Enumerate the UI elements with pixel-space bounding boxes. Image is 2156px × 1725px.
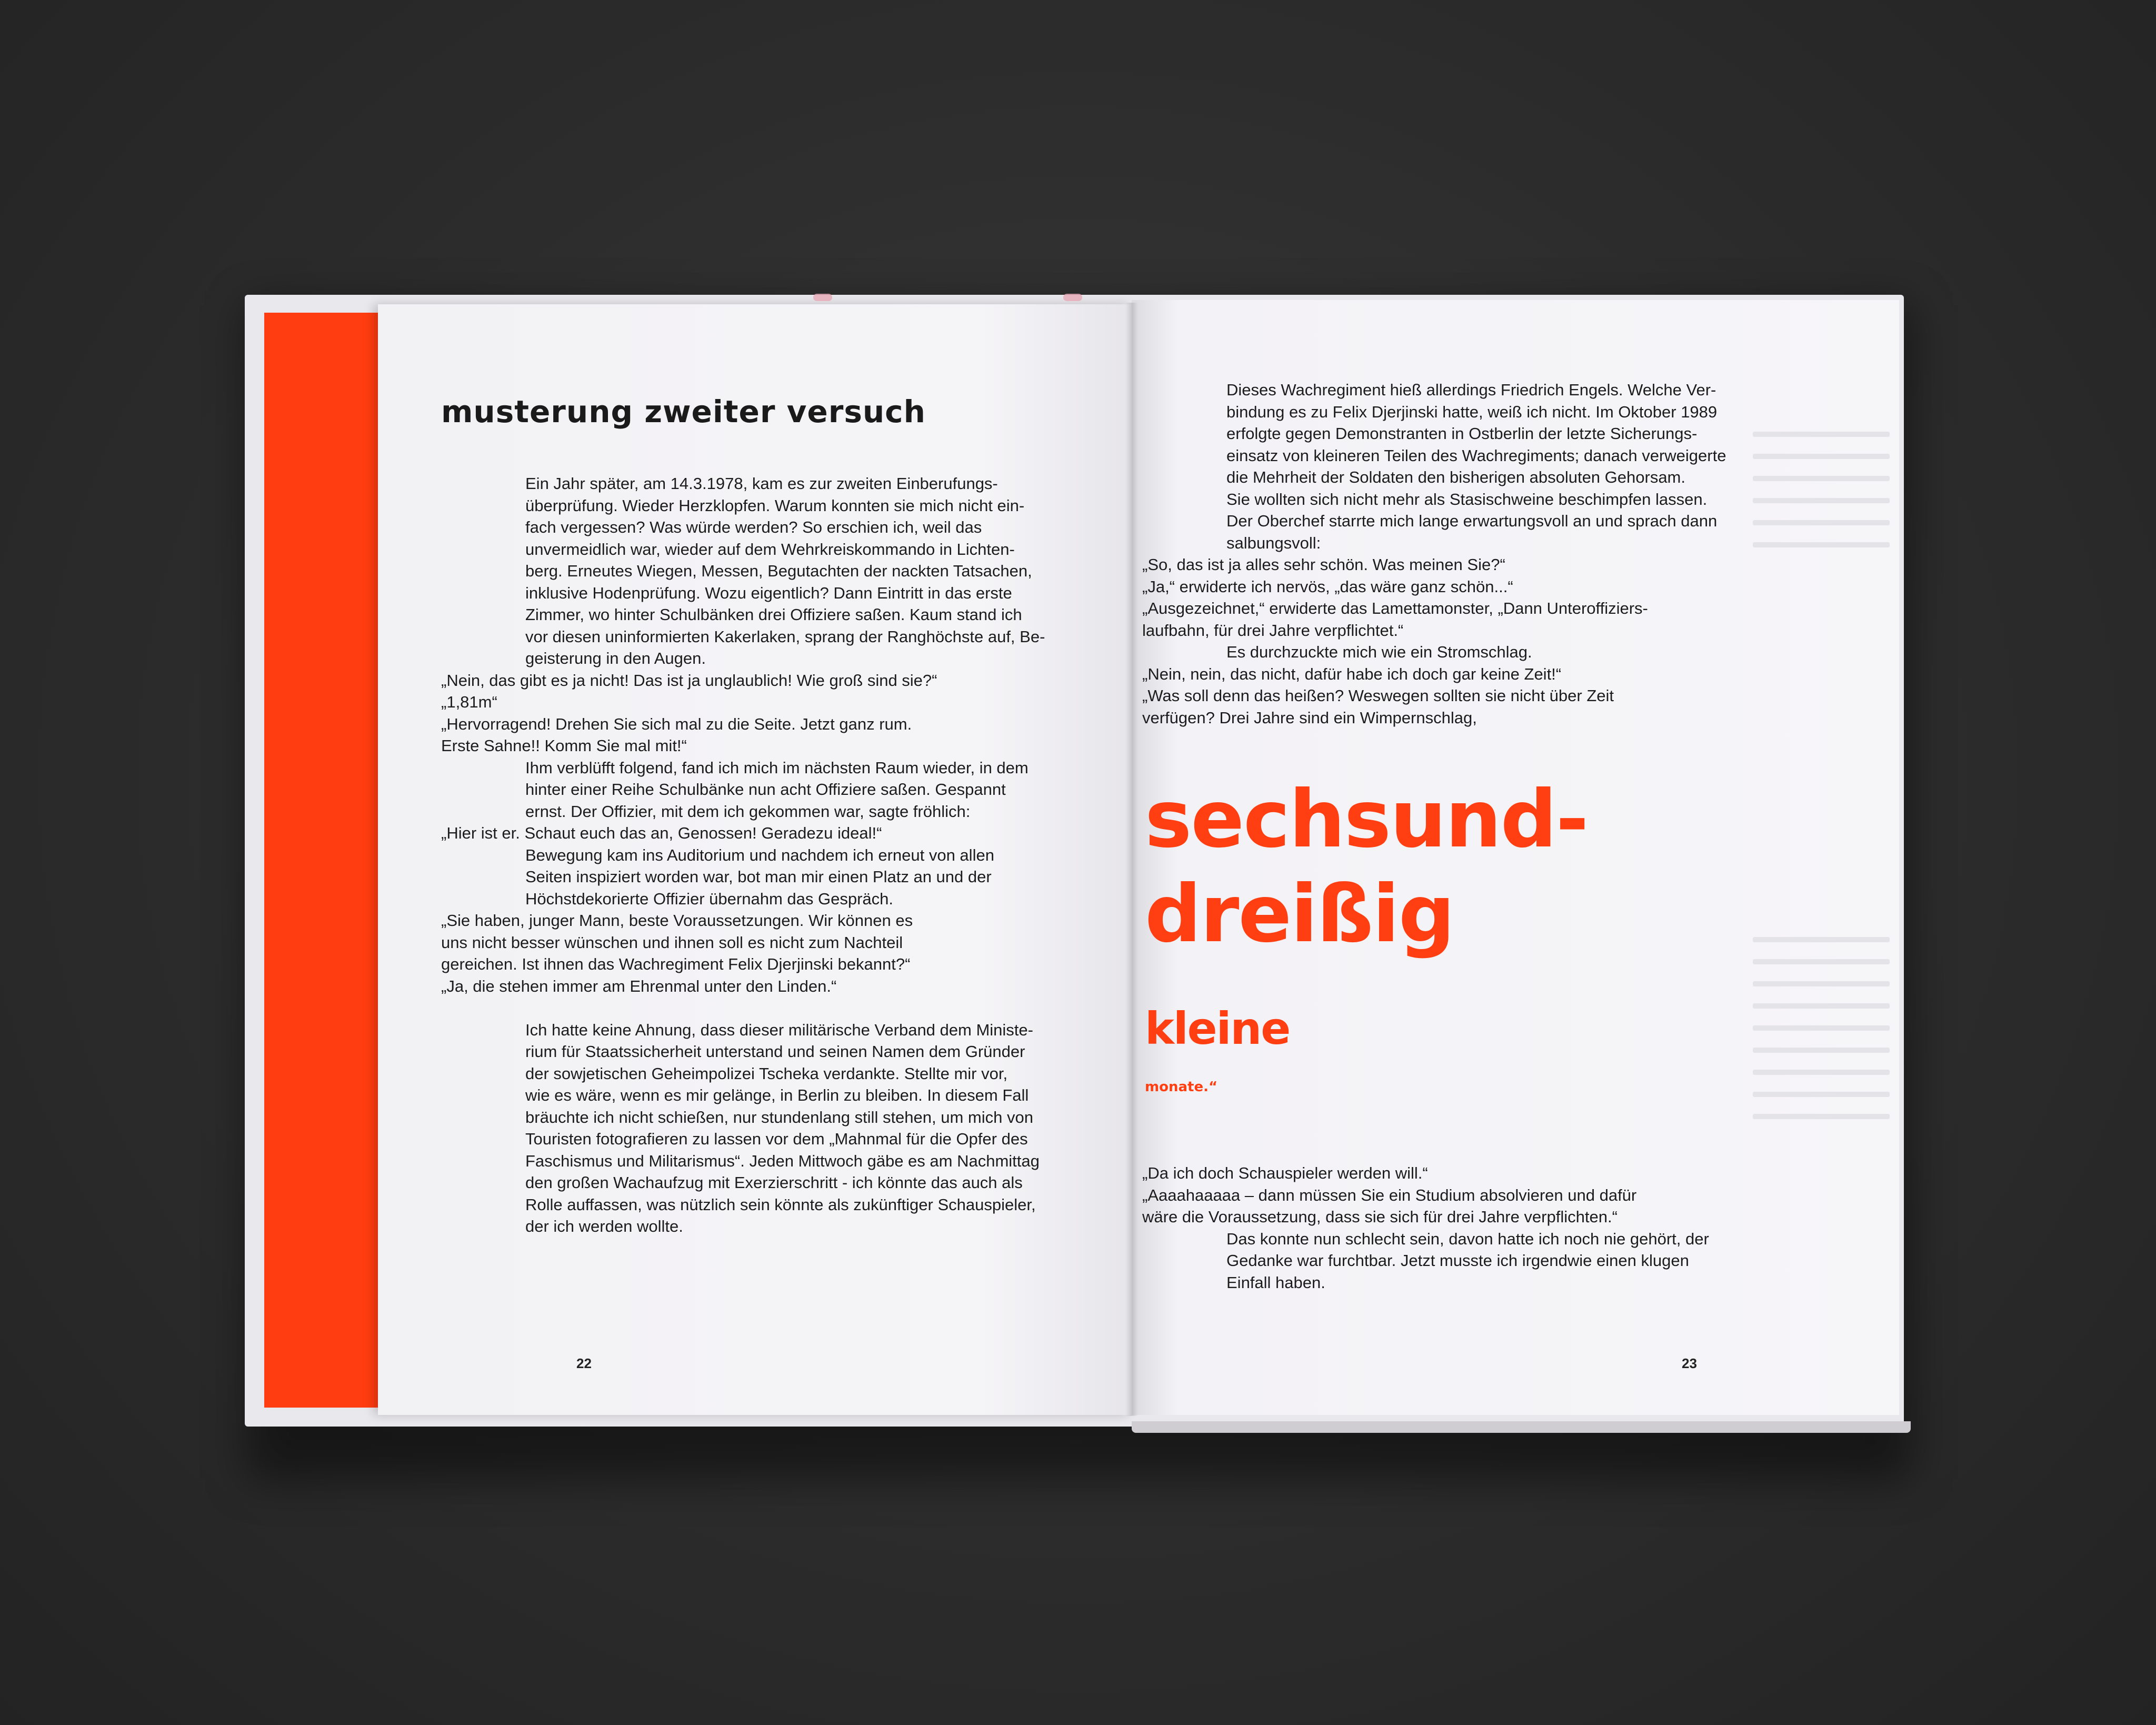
- text-line: geisterung in den Augen.: [525, 649, 706, 667]
- book-spine: [1125, 303, 1138, 1416]
- text-line: erfolgte gegen Demonstranten in Ostberlin der letzte Sicherungs-: [1226, 424, 1698, 443]
- headline-line-2: dreißig: [1145, 869, 1454, 960]
- text-line: Ein Jahr später, am 14.3.1978, kam es zur zweiten Einberufungs-: [525, 474, 998, 493]
- text-line: inklusive Hodenprüfung. Wozu eigentlich? Dann Eintritt in das erste: [525, 583, 1012, 602]
- right-body-text-bottom: [1142, 1162, 1709, 1293]
- text-line: Ich hatte keine Ahnung, dass dieser militärische Verband dem Ministe-: [525, 1020, 1033, 1039]
- text-line: wäre die Voraussetzung, dass sie sich für drei Jahre verpflichten.“: [1142, 1208, 1618, 1226]
- text-line: den großen Wachaufzug mit Exerzierschritt - ich könnte das auch als: [525, 1173, 1023, 1192]
- text-line: „Hier ist er. Schaut euch das an, Genossen! Geradezu ideal!“: [441, 824, 882, 842]
- text-line: Erste Sahne!! Komm Sie mal mit!“: [441, 736, 687, 755]
- text-line: Ihm verblüfft folgend, fand ich mich im nächsten Raum wieder, in dem: [525, 758, 1029, 777]
- text-line: der ich werden wollte.: [525, 1217, 683, 1235]
- text-line: fach vergessen? Was würde werden? So erschien ich, weil das: [525, 518, 982, 536]
- text-line: Zimmer, wo hinter Schulbänken drei Offiziere saßen. Kaum stand ich: [525, 605, 1022, 624]
- headline-subline: kleine: [1145, 1003, 1290, 1054]
- text-line: „Was soll denn das heißen? Weswegen sollten sie nicht über Zeit: [1142, 686, 1614, 705]
- text-line: laufbahn, für drei Jahre verpflichtet.“: [1142, 621, 1404, 640]
- text-line: Sie wollten sich nicht mehr als Stasischweine beschimpfen lassen.: [1226, 490, 1708, 508]
- text-line: bräuchte ich nicht schießen, nur stundenlang still stehen, um mich von: [525, 1108, 1033, 1126]
- headline-small: monate.“: [1145, 1079, 1218, 1095]
- text-line: Dieses Wachregiment hieß allerdings Friedrich Engels. Welche Ver-: [1226, 381, 1716, 399]
- text-line: überprüfung. Wieder Herzklopfen. Warum konnten sie mich nicht ein-: [525, 496, 1025, 515]
- text-line: Touristen fotografieren zu lassen vor dem „Mahnmal für die Opfer des: [525, 1130, 1028, 1148]
- text-line: „Ja,“ erwiderte ich nervös, „das wäre ganz schön...“: [1142, 577, 1513, 596]
- text-line: bindung es zu Felix Djerjinski hatte, weiß ich nicht. Im Oktober 1989: [1226, 402, 1718, 421]
- text-line: Rolle auffassen, was nützlich sein könnte als zukünftiger Schauspieler,: [525, 1195, 1036, 1214]
- text-line: Es durchzuckte mich wie ein Stromschlag.: [1226, 643, 1532, 661]
- text-line: Einfall haben.: [1226, 1273, 1325, 1292]
- text-line: hinter einer Reihe Schulbänke nun acht Offiziere saßen. Gespannt: [525, 780, 1006, 799]
- text-line: „Hervorragend! Drehen Sie sich mal zu die Seite. Jetzt ganz rum.: [441, 714, 912, 733]
- text-line: rium für Staatssicherheit unterstand und seinen Namen dem Gründer: [525, 1042, 1025, 1061]
- text-line: der sowjetischen Geheimpolizei Tscheka verdankte. Stellte mir vor,: [525, 1064, 1008, 1083]
- text-line: „So, das ist ja alles sehr schön. Was meinen Sie?“: [1142, 555, 1505, 574]
- text-line: Der Oberchef starrte mich lange erwartungsvoll an und sprach dann: [1226, 512, 1718, 530]
- text-line: verfügen? Drei Jahre sind ein Wimpernschlag,: [1142, 708, 1477, 727]
- text-line: salbungsvoll:: [1226, 533, 1321, 552]
- orange-endpaper-strip: [264, 313, 385, 1408]
- text-line: [441, 997, 1045, 1019]
- text-line: „Da ich doch Schauspieler werden will.“: [1142, 1164, 1428, 1182]
- cover-edge: [1132, 1421, 1911, 1433]
- text-line: Faschismus und Militarismus“. Jeden Mittwoch gäbe es am Nachmittag: [525, 1151, 1040, 1170]
- text-line: „1,81m“: [441, 693, 497, 711]
- show-through-lines: [1753, 432, 1890, 564]
- text-line: unvermeidlich war, wieder auf dem Wehrkreiskommando in Lichten-: [525, 540, 1015, 559]
- page-title: musterung zweiter versuch: [441, 394, 926, 430]
- page-number-right: 23: [1682, 1355, 1697, 1371]
- text-line: vor diesen uninformierten Kakerlaken, sprang der Ranghöchste auf, Be-: [525, 627, 1045, 646]
- text-line: „Aaaahaaaaa – dann müssen Sie ein Studium absolvieren und dafür: [1142, 1185, 1637, 1204]
- binding-thread: [1063, 294, 1082, 301]
- text-line: die Mehrheit der Soldaten den bisherigen absoluten Gehorsam.: [1226, 468, 1685, 486]
- text-line: Höchstdekorierte Offizier übernahm das Gespräch.: [525, 889, 893, 908]
- text-line: berg. Erneutes Wiegen, Messen, Begutachten der nackten Tatsachen,: [525, 562, 1032, 580]
- text-line: „Nein, nein, das nicht, dafür habe ich doch gar keine Zeit!“: [1142, 664, 1562, 683]
- text-line: „Nein, das gibt es ja nicht! Das ist ja unglaublich! Wie groß sind sie?“: [441, 671, 937, 690]
- text-line: wie es wäre, wenn es mir gelänge, in Berlin zu bleiben. In diesem Fall: [525, 1086, 1029, 1104]
- text-line: uns nicht besser wünschen und ihnen soll es nicht zum Nachteil: [441, 933, 903, 952]
- text-line: Gedanke war furchtbar. Jetzt musste ich irgendwie einen klugen: [1226, 1251, 1689, 1270]
- page-number-left: 22: [576, 1355, 592, 1371]
- text-line: „Ja, die stehen immer am Ehrenmal unter den Linden.“: [441, 976, 837, 995]
- text-line: Das konnte nun schlecht sein, davon hatte ich noch nie gehört, der: [1226, 1229, 1709, 1248]
- text-line: „Sie haben, junger Mann, beste Voraussetzungen. Wir können es: [441, 911, 913, 930]
- text-line: Seiten inspiziert worden war, bot man mir einen Platz an und der: [525, 868, 992, 886]
- show-through-lines: [1753, 937, 1890, 1136]
- text-line: Bewegung kam ins Auditorium und nachdem ich erneut von allen: [525, 845, 994, 864]
- right-body-text-top: [1142, 379, 1726, 729]
- text-line: „Ausgezeichnet,“ erwiderte das Lamettamonster, „Dann Unteroffiziers-: [1142, 599, 1648, 617]
- text-line: einsatz von kleineren Teilen des Wachregiments; danach verweigerte: [1226, 446, 1726, 465]
- text-line: gereichen. Ist ihnen das Wachregiment Felix Djerjinski bekannt?“: [441, 955, 911, 973]
- binding-thread: [813, 294, 832, 301]
- headline-line-1: sechsund-: [1145, 774, 1588, 865]
- text-line: ernst. Der Offizier, mit dem ich gekommen war, sagte fröhlich:: [525, 802, 971, 821]
- left-body-text: [441, 473, 1045, 1238]
